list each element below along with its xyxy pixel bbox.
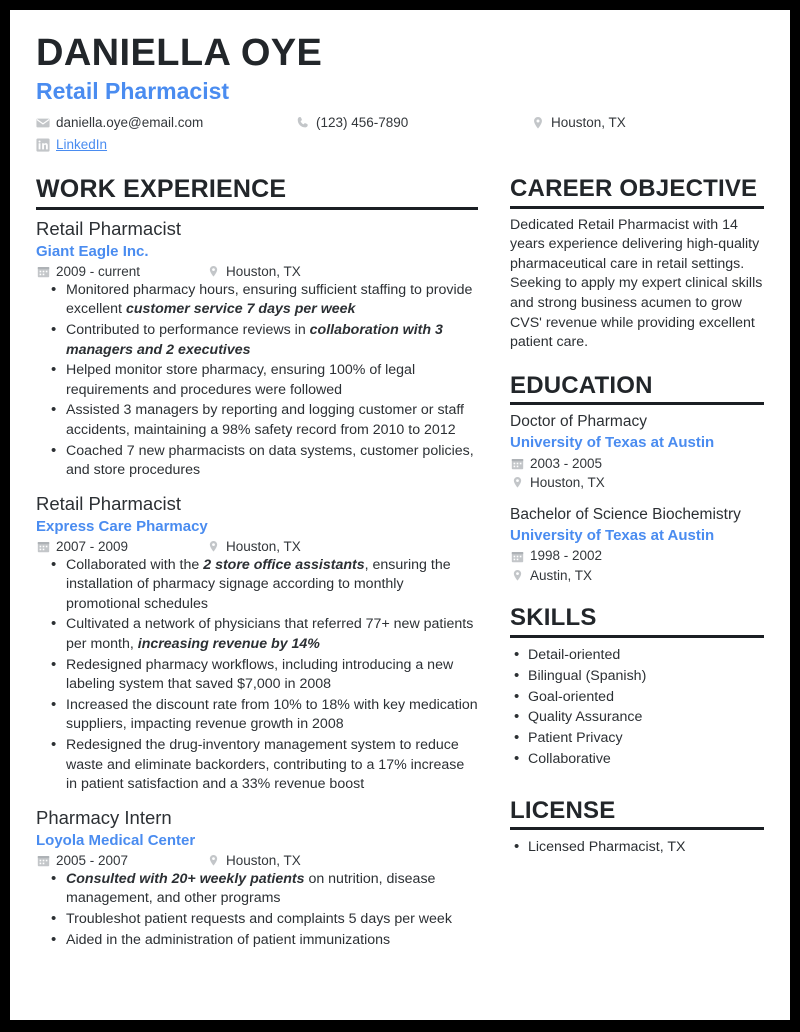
resume-body (36, 174, 764, 961)
section-education (510, 371, 764, 586)
location-pin-icon (510, 476, 524, 490)
list-item: • Patient Privacy (510, 728, 764, 749)
section-title-education: EDUCATION (510, 371, 653, 399)
bullet-pre: Troubleshot patient requests and complaints 5 days per week (66, 910, 452, 927)
experience-dates-wrap (36, 264, 206, 279)
experience-organization: Express Care Pharmacy (36, 517, 208, 535)
list-item (36, 442, 478, 481)
experience-dates-wrap (36, 853, 206, 868)
education-dates: 2003 - 2005 (530, 455, 603, 471)
bullet-pre: Redesigned pharmacy workflows, including introducing a new labeling system that saved $7,000 in 2008 (66, 656, 454, 693)
contact-phone[interactable] (296, 112, 531, 134)
envelope-icon (36, 116, 50, 130)
calendar-icon (510, 549, 524, 563)
education-school: University of Texas at Austin (510, 433, 715, 451)
experience-dates: 2005 - 2007 (56, 852, 129, 868)
calendar-icon (510, 456, 524, 470)
section-title-work-experience: WORK EXPERIENCE (36, 175, 287, 204)
section-divider (510, 402, 764, 405)
experience-bullet-list (36, 556, 478, 795)
education-degree: Bachelor of Science Biochemistry (510, 505, 741, 523)
experience-bullet-list (36, 870, 478, 950)
experience-meta (36, 264, 478, 279)
education-dates: 1998 - 2002 (530, 548, 603, 564)
bullet-pre: Cultivated a network of physicians that referred 77+ new patients per month, (66, 616, 474, 653)
bullet-emphasis: collaboration with 3 managers and 2 executives (66, 321, 443, 358)
career-objective-text: Dedicated Retail Pharmacist with 14 years experience delivering high-quality pharmaceutical care in retail settings. Seeking to apply my expert clinical skills and strong business acumen to grow CVS' revenue while providing excellent patient care. (510, 216, 763, 351)
location-pin-icon (510, 569, 524, 583)
skills-list (510, 645, 764, 770)
education-location: Austin, TX (530, 567, 593, 583)
resume-document (10, 10, 790, 1020)
experience-role: Retail Pharmacist (36, 492, 181, 514)
experience-location-wrap (206, 853, 301, 868)
contact-email[interactable] (36, 112, 296, 134)
section-divider (510, 206, 764, 209)
experience-meta (36, 539, 478, 554)
education-dates-wrap (510, 546, 764, 566)
list-item: • Detail-oriented (510, 645, 764, 666)
experience-meta (36, 853, 478, 868)
experience-location: Houston, TX (226, 852, 301, 868)
bullet-pre: Collaborated with the (66, 556, 204, 573)
education-location-wrap (510, 566, 764, 586)
experience-location: Houston, TX (226, 538, 301, 554)
contact-linkedin-link[interactable]: LinkedIn (56, 137, 108, 153)
experience-dates: 2007 - 2009 (56, 538, 129, 554)
contact-linkedin[interactable] (36, 134, 296, 156)
bullet-pre: Aided in the administration of patient immunizations (66, 931, 391, 948)
calendar-icon (36, 264, 50, 278)
bullet-pre: Monitored pharmacy hours, ensuring sufficient staffing to provide excellent (66, 281, 473, 318)
education-school: University of Texas at Austin (510, 526, 715, 544)
location-pin-icon (206, 264, 220, 278)
bullet-pre: Assisted 3 managers by reporting and logging customer or staff accidents, maintaining a 98% safety record from 2010 to 2012 (66, 402, 464, 438)
license-list (510, 837, 764, 858)
list-item: • Goal-oriented (510, 687, 764, 708)
bullet-pre: Increased the discount rate from 10% to 18% with key medication suppliers, impacting revenue growth in 2008 (66, 696, 478, 733)
section-title-skills: SKILLS (510, 604, 597, 632)
section-license (510, 796, 764, 858)
section-title-license: LICENSE (510, 797, 616, 824)
list-item (36, 870, 478, 909)
list-item: • Bilingual (Spanish) (510, 666, 764, 687)
list-item (36, 321, 478, 360)
experience-entry (36, 806, 478, 950)
bullet-pre: Contributed to performance reviews in (66, 321, 310, 338)
contact-email-text: daniella.oye@email.com (56, 115, 204, 131)
experience-entry (36, 492, 478, 795)
calendar-icon (36, 539, 50, 553)
list-item (36, 656, 478, 695)
list-item (36, 281, 478, 320)
list-item (36, 736, 478, 795)
list-item: • Collaborative (510, 749, 764, 770)
list-item (36, 696, 478, 735)
list-item (36, 556, 478, 615)
contact-phone-text: (123) 456-7890 (316, 115, 409, 131)
candidate-name: DANIELLA OYE (36, 32, 323, 74)
list-item: • Quality Assurance (510, 707, 764, 728)
location-pin-icon (206, 539, 220, 553)
education-dates-wrap (510, 454, 764, 474)
education-location: Houston, TX (530, 475, 605, 491)
spacer (510, 782, 764, 796)
right-column (496, 174, 764, 870)
education-location-wrap (510, 473, 764, 493)
bullet-pre: Helped monitor store pharmacy, ensuring 100% of legal requirements and procedures were followed (66, 362, 416, 398)
list-item (36, 931, 478, 951)
section-divider (36, 207, 478, 210)
bullet-pre: Coached 7 new pharmacists on data systems, customer policies, and store procedures (66, 442, 474, 479)
experience-location-wrap (206, 539, 301, 554)
section-divider (510, 635, 764, 638)
section-skills (510, 603, 764, 770)
bullet-emphasis: customer service 7 days per week (125, 301, 356, 318)
location-pin-icon (206, 853, 220, 867)
bullet-post: on nutrition, disease management, and other programs (66, 870, 436, 907)
list-item (36, 910, 478, 930)
contact-location-text: Houston, TX (551, 115, 626, 131)
experience-location: Houston, TX (226, 263, 301, 279)
contact-location (531, 112, 751, 134)
section-title-career-objective: CAREER OBJECTIVE (510, 175, 758, 203)
section-career-objective (510, 174, 764, 352)
education-degree: Doctor of Pharmacy (510, 413, 647, 431)
location-pin-icon (531, 116, 545, 130)
experience-organization: Giant Eagle Inc. (36, 242, 149, 260)
experience-dates-wrap (36, 539, 206, 554)
left-column (36, 174, 496, 961)
experience-role: Pharmacy Intern (36, 806, 172, 828)
experience-bullet-list (36, 281, 478, 481)
bullet-post: , ensuring the installation of pharmacy signage according to monthly promotional schedules (66, 556, 451, 612)
experience-organization: Loyola Medical Center (36, 831, 196, 849)
section-work-experience (36, 174, 478, 950)
bullet-pre: Redesigned the drug-inventory management system to reduce waste and eliminate backorders, contributing to a 17% increase in patient satisfaction and a 33% revenue boost (66, 737, 465, 793)
linkedin-icon (36, 138, 50, 152)
calendar-icon (36, 853, 50, 867)
bullet-emphasis: Consulted with 20+ weekly patients (66, 870, 305, 887)
phone-icon (296, 116, 310, 130)
bullet-emphasis: 2 store office assistants (203, 556, 365, 573)
bullet-emphasis: increasing revenue by 14% (137, 636, 320, 653)
list-item (36, 361, 478, 400)
contact-info (36, 112, 764, 156)
list-item (36, 401, 478, 440)
resume-header (36, 34, 764, 156)
experience-role: Retail Pharmacist (36, 217, 181, 239)
education-entry (510, 505, 764, 586)
experience-dates: 2009 - current (56, 263, 141, 279)
list-item (36, 615, 478, 654)
experience-entry (36, 217, 478, 481)
experience-location-wrap (206, 264, 301, 279)
education-entry (510, 412, 764, 493)
list-item: • Licensed Pharmacist, TX (510, 837, 764, 858)
section-divider (510, 827, 764, 830)
candidate-job-title: Retail Pharmacist (36, 77, 230, 104)
